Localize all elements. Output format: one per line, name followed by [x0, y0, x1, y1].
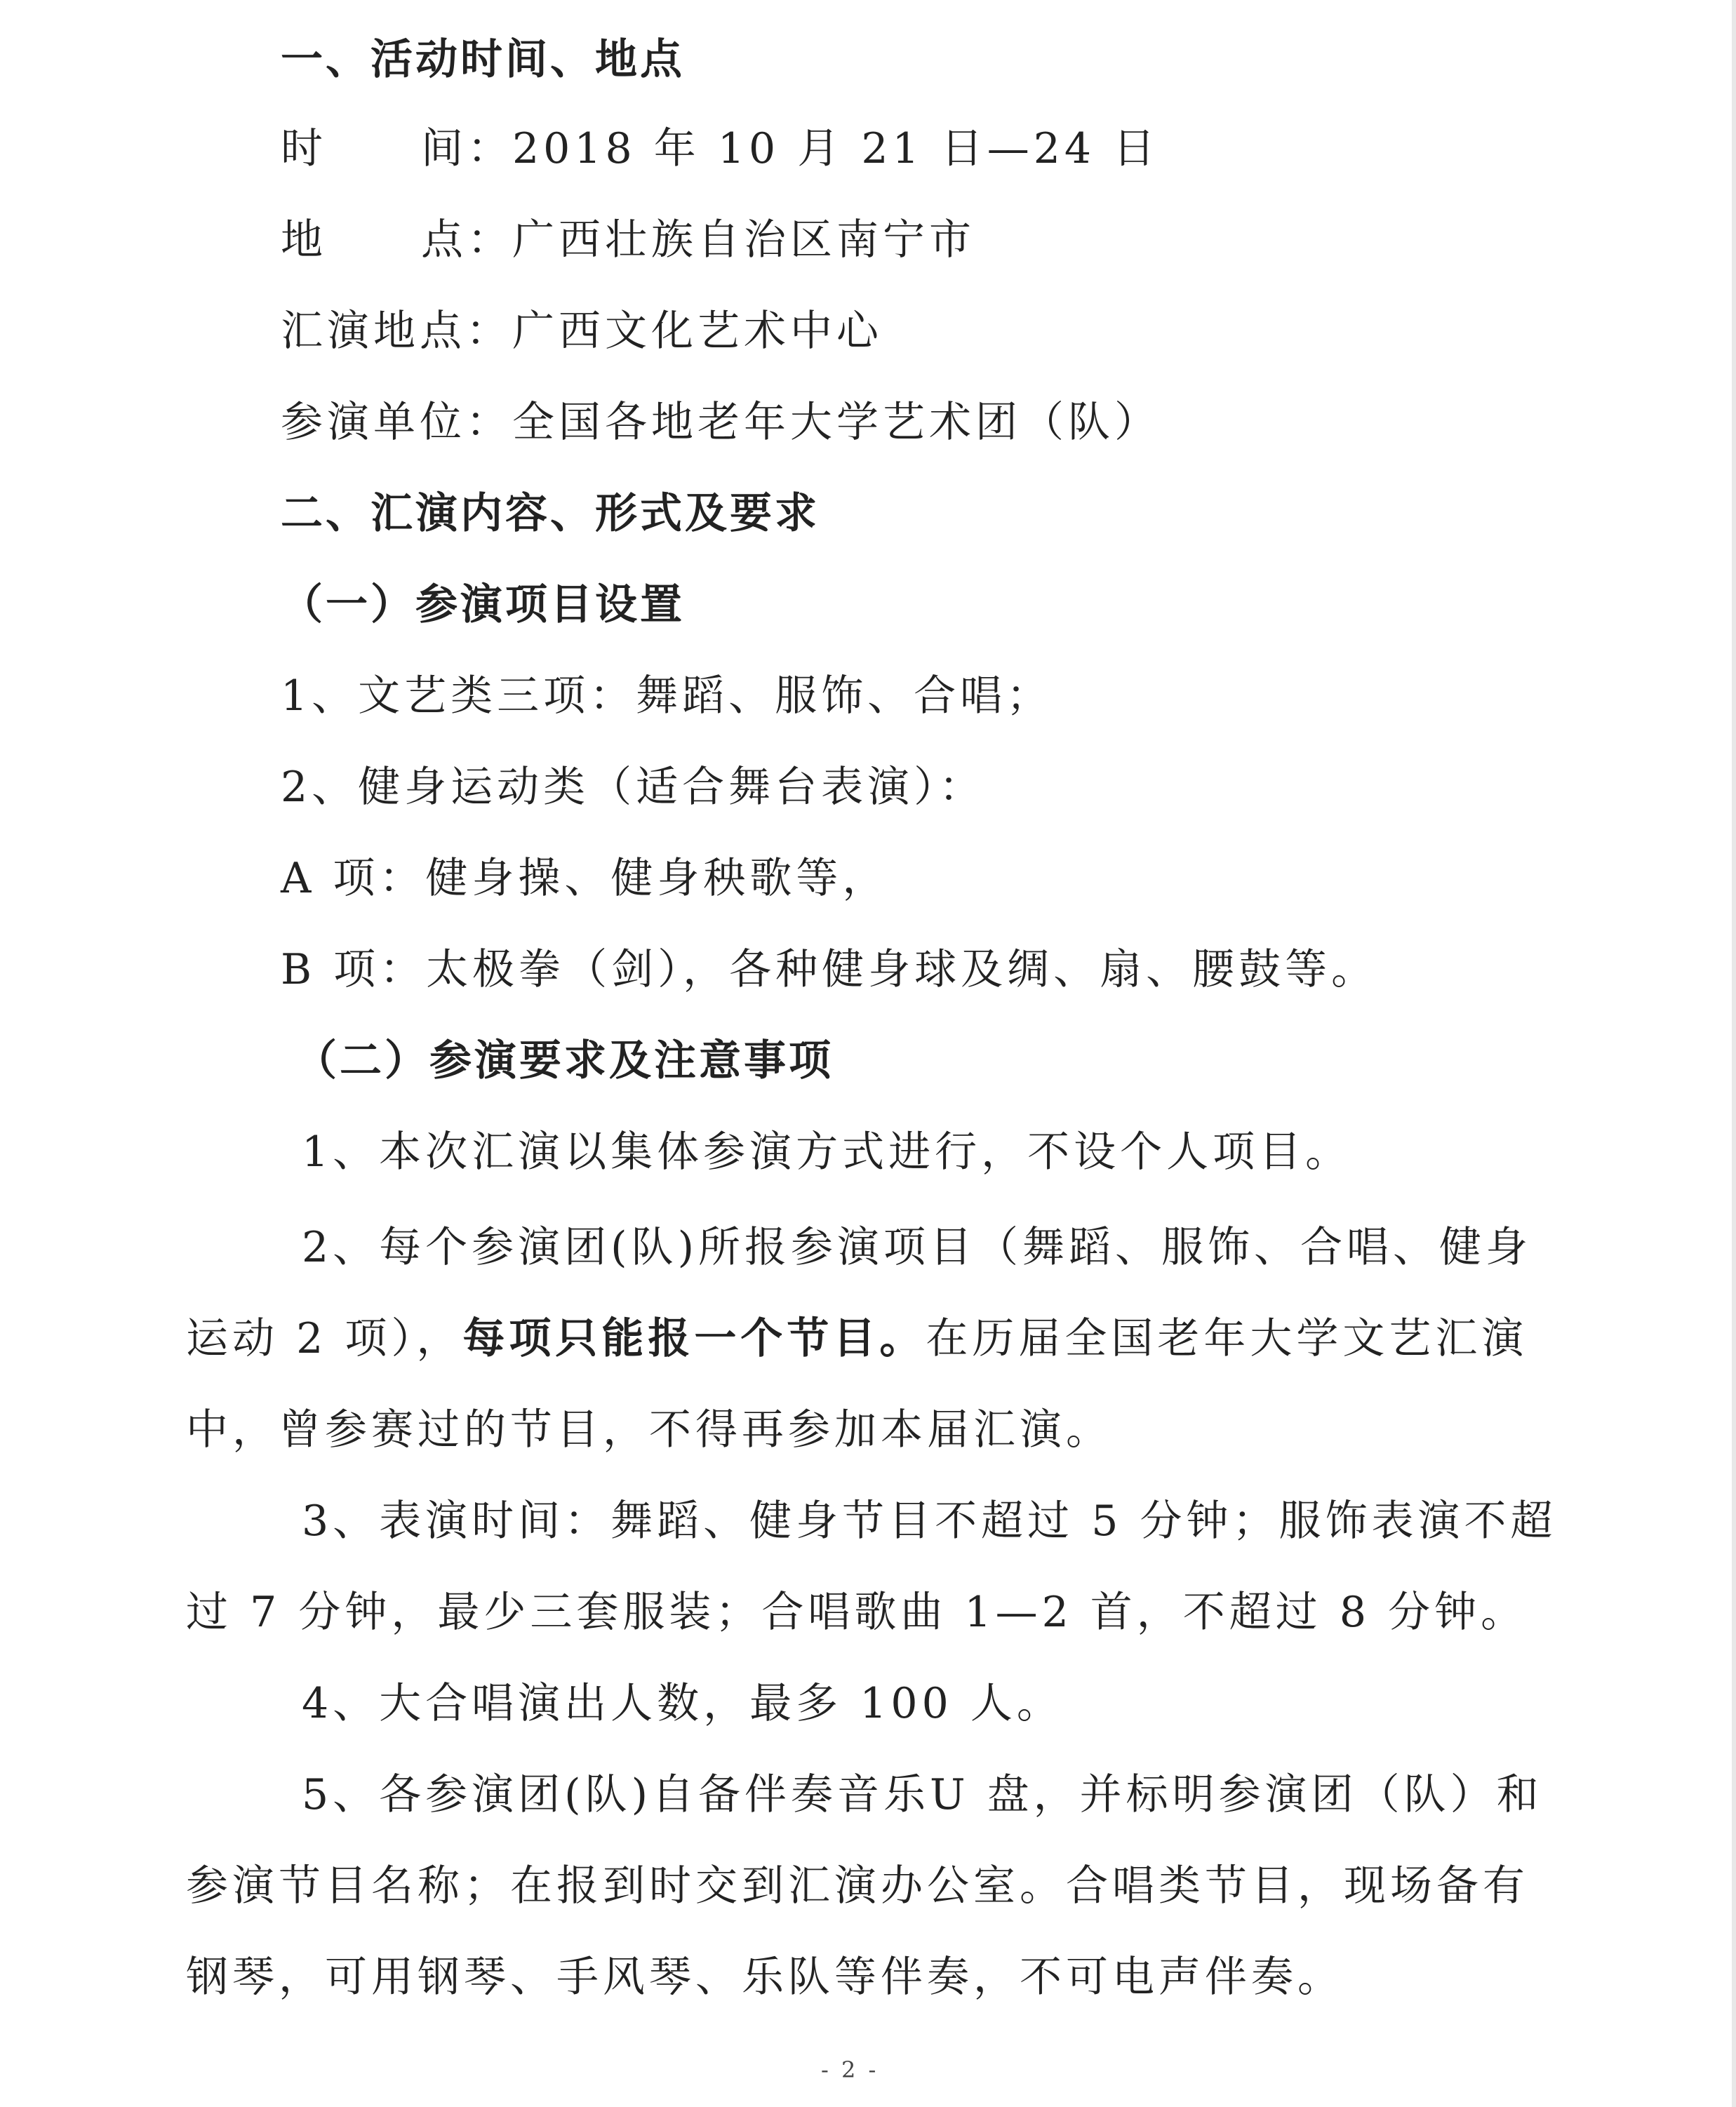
requirement-3-line-2: 过 7 分钟，最少三套服装；合唱歌曲 1—2 首，不超过 8 分钟。: [186, 1588, 1528, 1637]
subsection-1-heading: （一）参演项目设置: [281, 580, 685, 629]
time-label-char-1: 时: [281, 124, 327, 173]
place-row: [281, 212, 975, 268]
list-item-a: A 项：健身操、健身秧歌等，: [281, 854, 889, 903]
requirement-1: 1、本次汇演以集体参演方式进行，不设个人项目。: [302, 1128, 1352, 1177]
venue-row: [281, 303, 883, 359]
requirement-2-text-b: 在历届全国老年大学文艺汇演: [926, 1314, 1528, 1363]
venue-value: 广西文化艺术中心: [512, 307, 883, 356]
requirement-2-emphasis: 每项只能报一个节目。: [462, 1314, 926, 1363]
requirement-2-line-3: 中，曾参赛过的节目，不得再参加本届汇演。: [186, 1405, 1112, 1454]
section-2-heading: 二、汇演内容、形式及要求: [281, 489, 820, 538]
requirement-5-line-3: 钢琴，可用钢琴、手风琴、乐队等伴奏，不可电声伴奏。: [186, 1953, 1344, 2002]
time-row: [281, 121, 1159, 177]
requirement-3-line-1: 3、表演时间：舞蹈、健身节目不超过 5 分钟；服饰表演不超: [302, 1497, 1557, 1546]
requirement-2-line-1: 2、每个参演团(队)所报参演项目（舞蹈、服饰、合唱、健身: [302, 1223, 1532, 1272]
participants-value: 全国各地老年大学艺术团（队）: [512, 398, 1161, 447]
requirement-5-line-2: 参演节目名称；在报到时交到汇演办公室。合唱类节目，现场备有: [186, 1861, 1529, 1911]
subsection-2-heading: （二）参演要求及注意事项: [295, 1036, 834, 1085]
requirement-4: 4、大合唱演出人数，最多 100 人。: [302, 1679, 1063, 1728]
section-1-heading: 一、活动时间、地点: [281, 35, 685, 84]
participants-row: [281, 394, 1161, 450]
page-number: - 2 -: [821, 2056, 879, 2083]
list-item-fitness: 2、健身运动类（适合舞台表演）：: [281, 763, 986, 812]
place-value: 广西壮族自治区南宁市: [512, 215, 975, 265]
requirement-5-line-1: 5、各参演团(队)自备伴奏音乐U 盘，并标明参演团（队）和: [302, 1770, 1543, 1819]
place-label-char-2: 点：: [421, 215, 514, 265]
place-label: [281, 212, 512, 268]
time-label: [281, 121, 512, 177]
scan-edge-divider: [1732, 0, 1736, 2107]
time-label-char-2: 间：: [421, 124, 514, 173]
venue-label: 汇演地点：: [281, 307, 512, 356]
list-item-arts: 1、文艺类三项：舞蹈、服饰、合唱；: [281, 671, 1053, 721]
participants-label: 参演单位：: [281, 398, 512, 447]
requirement-2-text-a: 运动 2 项），: [186, 1314, 463, 1363]
time-value: 2018 年 10 月 21 日—24 日: [512, 124, 1160, 173]
place-label-char-1: 地: [281, 215, 327, 265]
requirement-2-line-2: [186, 1311, 1528, 1367]
list-item-b: B 项：太极拳（剑），各种健身球及绸、扇、腰鼓等。: [281, 945, 1378, 994]
